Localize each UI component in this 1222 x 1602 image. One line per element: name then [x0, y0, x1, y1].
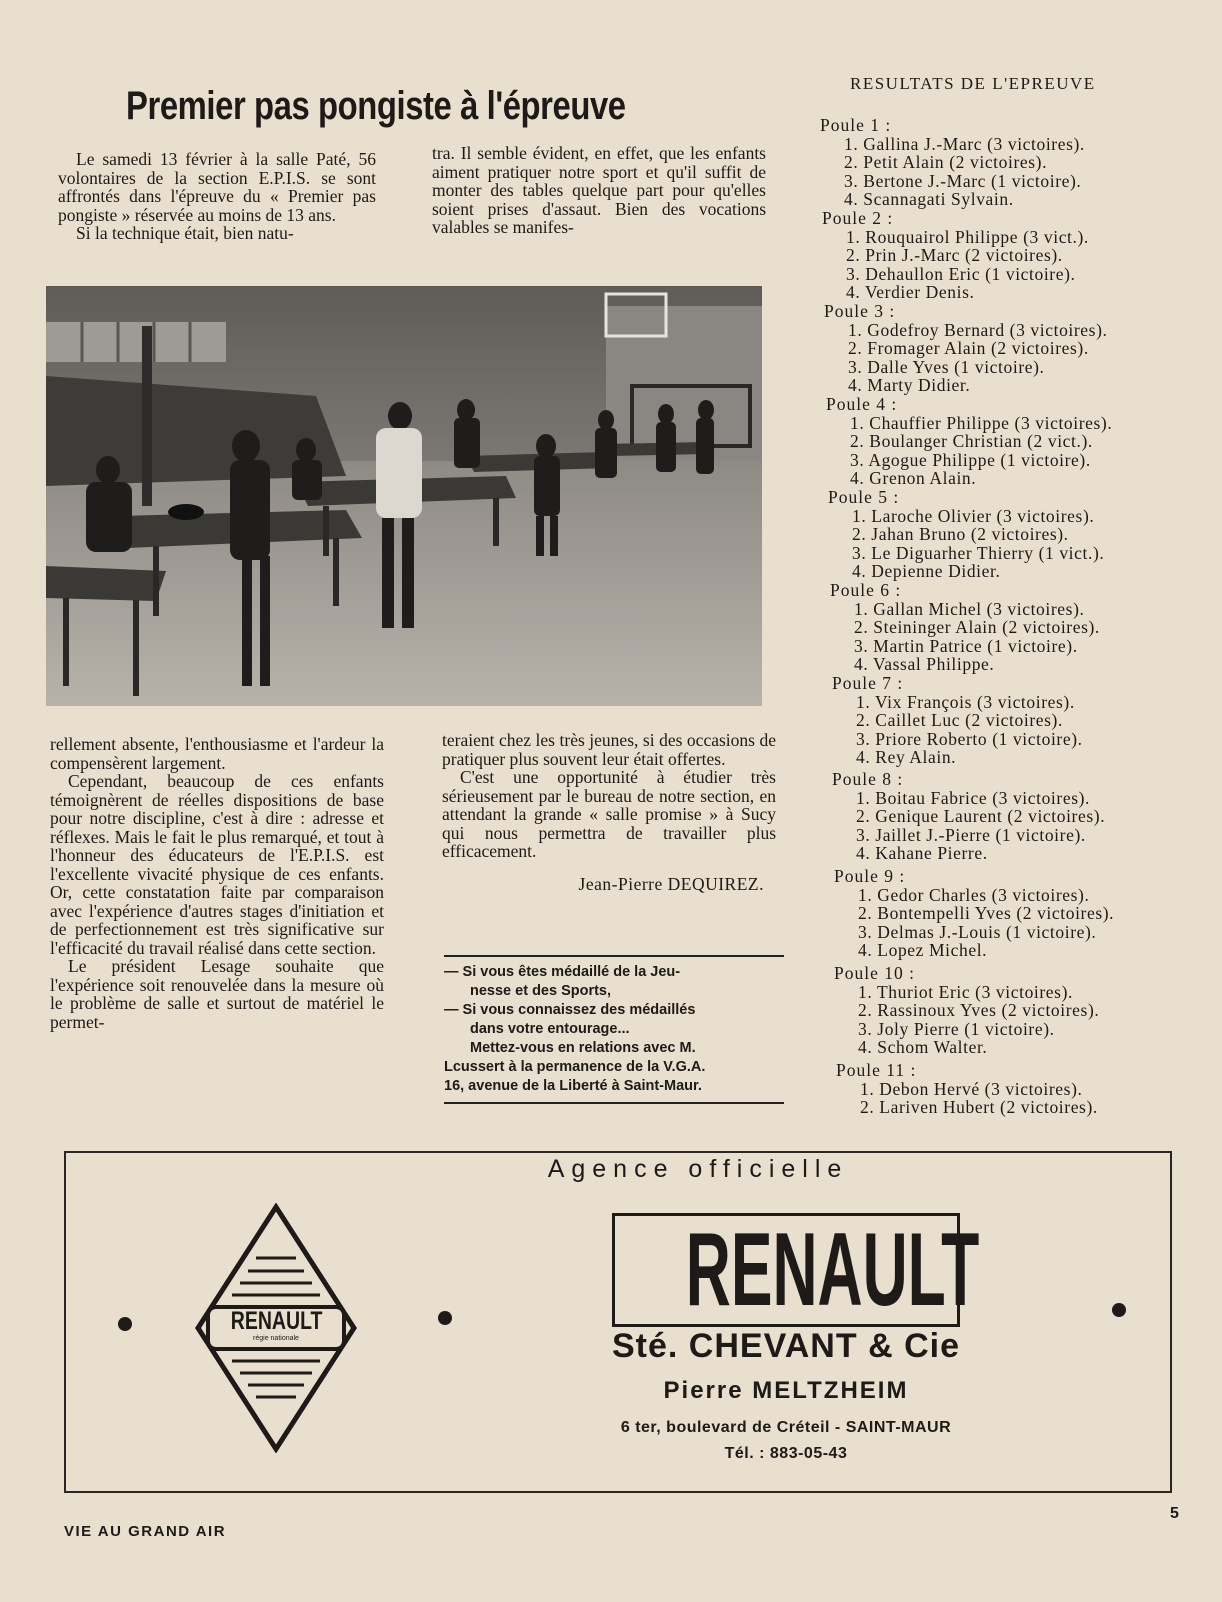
result-entry: 3. Joly Pierre (1 victoire).: [858, 1018, 1055, 1039]
renault-wordmark-box: [612, 1212, 980, 1328]
poule-block: [836, 1061, 1098, 1117]
result-entry: 3. Le Diguarher Thierry (1 vict.).: [852, 542, 1105, 563]
poule-block: [834, 867, 1114, 960]
result-entry: 4. Depienne Didier.: [852, 561, 1001, 582]
logo-subtext: régie nationale: [253, 1335, 299, 1342]
result-entry: 4. Rey Alain.: [856, 747, 957, 768]
owner-name: Pierre MELTZHEIM: [663, 1377, 909, 1404]
result-entry: 4. Verdier Denis.: [846, 282, 975, 303]
poule-label: Poule 9 :: [834, 866, 906, 886]
paragraph: Cependant, beaucoup de ces enfants témoignèrent de réelles dispositions de base pour notre discipline, c'est à dire : adresse et réflexes. Mais le fait le plus remarqué, et tout à l'honneur des éducateurs de l'E.P.I.S. est l'excellente vivacité physique de ces enfants. Or, cette constatation faite par comparaison avec l'expérience d'autres stages d'initiation et de perfectionnement est très significative sur l'efficacité du travail réalisé dans cette section.: [50, 771, 384, 958]
ad-tagline: Agence officielle: [547, 1155, 849, 1183]
result-entry: 1. Laroche Olivier (3 victoires).: [852, 505, 1095, 526]
result-entry: 3. Agogue Philippe (1 victoire).: [850, 449, 1091, 470]
result-entry: 1. Godefroy Bernard (3 victoires).: [848, 319, 1108, 340]
poule-label: Poule 6 :: [830, 580, 902, 600]
result-entry: 2. Fromager Alain (2 victoires).: [848, 338, 1089, 359]
publication-name: VIE AU GRAND AIR: [64, 1523, 227, 1540]
result-entry: 1. Vix François (3 victoires).: [856, 691, 1075, 712]
results-heading: RESULTATS DE L'EPREUVE: [850, 74, 1096, 93]
divider: [444, 1102, 784, 1104]
signature: Jean-Pierre DEQUIREZ.: [578, 873, 764, 894]
result-entry: 4. Lopez Michel.: [858, 940, 988, 961]
bullet-dot: [1112, 1303, 1126, 1317]
result-entry: 2. Genique Laurent (2 victoires).: [856, 806, 1106, 827]
poule-label: Poule 5 :: [828, 487, 900, 507]
result-entry: 1. Thuriot Eric (3 victoires).: [858, 981, 1073, 1002]
result-entry: 4. Marty Didier.: [848, 375, 971, 396]
paragraph: rellement absente, l'enthousiasme et l'ardeur la compensèrent largement.: [50, 734, 384, 773]
renault-advertisement: [64, 1151, 1172, 1493]
poule-block: [834, 964, 1099, 1057]
result-entry: 2. Lariven Hubert (2 victoires).: [860, 1097, 1098, 1118]
poule-block: [826, 395, 1112, 488]
poule-block: [828, 488, 1104, 581]
notice-line: — Si vous connaissez des médaillés: [444, 1002, 696, 1018]
poule-block: [832, 674, 1083, 767]
poule-label: Poule 11 :: [836, 1060, 917, 1080]
logo-brand-text: RENAULT: [230, 1307, 323, 1335]
article-col1-top: [58, 150, 376, 243]
result-entry: 1. Rouquairol Philippe (3 vict.).: [846, 226, 1089, 247]
result-entry: 1. Gedor Charles (3 victoires).: [858, 884, 1090, 905]
result-entry: 3. Bertone J.-Marc (1 victoire).: [844, 170, 1082, 191]
bullet-dot: [118, 1317, 132, 1331]
result-entry: 2. Petit Alain (2 victoires).: [844, 152, 1048, 173]
poule-label: Poule 2 :: [822, 208, 894, 228]
result-entry: 2. Caillet Luc (2 victoires).: [856, 710, 1063, 731]
poule-block: [832, 770, 1105, 863]
notice-line: Mettez-vous en relations avec M.: [470, 1040, 696, 1056]
result-entry: 3. Dehaullon Eric (1 victoire).: [846, 263, 1076, 284]
article-title: Premier pas pongiste à l'épreuve: [126, 84, 626, 128]
poule-block: [824, 302, 1108, 395]
result-entry: 3. Delmas J.-Louis (1 victoire).: [858, 921, 1097, 942]
result-entry: 2. Prin J.-Marc (2 victoires).: [846, 245, 1063, 266]
notice-line: nesse et des Sports,: [470, 983, 612, 999]
poule-label: Poule 1 :: [820, 115, 892, 135]
result-entry: 4. Schom Walter.: [858, 1037, 988, 1058]
company-name: Sté. CHEVANT & Cie: [612, 1327, 960, 1365]
result-entry: 2. Boulanger Christian (2 vict.).: [850, 431, 1093, 452]
renault-logo: [194, 1203, 358, 1453]
poule-label: Poule 3 :: [824, 301, 896, 321]
paragraph: tra. Il semble évident, en effet, que les enfants aiment pratiquer notre sport et qu'il suffit de monter des tables quelque part pour qu'elles soient prises d'assaut. Bien des vocations valables se manifes-: [432, 143, 766, 237]
medal-notice: [444, 955, 784, 1104]
ad-address: 6 ter, boulevard de Créteil - SAINT-MAUR: [620, 1419, 952, 1436]
poule-label: Poule 8 :: [832, 769, 904, 789]
article-photo: [46, 286, 762, 706]
result-entry: 1. Gallina J.-Marc (3 victoires).: [844, 133, 1085, 154]
result-entry: 4. Kahane Pierre.: [856, 843, 988, 864]
notice-line: dans votre entourage...: [470, 1021, 630, 1037]
poule-label: Poule 4 :: [826, 394, 898, 414]
result-entry: 2. Steininger Alain (2 victoires).: [854, 617, 1100, 638]
result-entry: 2. Jahan Bruno (2 victoires).: [852, 524, 1069, 545]
result-entry: 1. Gallan Michel (3 victoires).: [854, 598, 1085, 619]
page-number: 5: [1170, 1505, 1179, 1522]
result-entry: 3. Dalle Yves (1 victoire).: [848, 356, 1045, 377]
result-entry: 3. Jaillet J.-Pierre (1 victoire).: [856, 824, 1086, 845]
result-entry: 2. Rassinoux Yves (2 victoires).: [858, 1000, 1100, 1021]
result-entry: 4. Grenon Alain.: [850, 468, 977, 489]
article-col1-bottom: [50, 735, 384, 1031]
result-entry: 1. Chauffier Philippe (3 victoires).: [850, 412, 1113, 433]
poule-block: [822, 209, 1089, 302]
result-entry: 2. Bontempelli Yves (2 victoires).: [858, 903, 1115, 924]
paragraph: Le président Lesage souhaite que l'expérience soit renouvelée dans la mesure où le problème de salle et surtout de matériel le permet-: [50, 956, 384, 1032]
bullet-dot: [438, 1311, 452, 1325]
result-entry: 3. Priore Roberto (1 victoire).: [856, 728, 1083, 749]
renault-wordmark: RENAULT: [685, 1212, 980, 1328]
article-col2-top: [432, 144, 766, 237]
result-entry: 1. Debon Hervé (3 victoires).: [860, 1078, 1083, 1099]
paragraph: C'est une opportunité à étudier très sérieusement par le bureau de notre section, en attendant la grande « salle promise » à Sucy qui nous permettra de travailler plus efficacement.: [442, 767, 776, 861]
article-col2-bottom: [442, 731, 776, 893]
result-entry: 3. Martin Patrice (1 victoire).: [854, 635, 1078, 656]
paragraph: Le samedi 13 février à la salle Paté, 56 volontaires de la section E.P.I.S. se sont affrontés dans l'épreuve du « Premier pas pongiste » réservée au moins de 13 ans.: [58, 149, 376, 225]
ad-phone: Tél. : 883-05-43: [724, 1445, 848, 1462]
paragraph: Si la technique était, bien natu-: [76, 223, 294, 243]
poule-label: Poule 10 :: [834, 963, 915, 983]
notice-line: — Si vous êtes médaillé de la Jeu-: [444, 964, 681, 980]
notice-line: Lcussert à la permanence de la V.G.A.: [444, 1059, 706, 1075]
result-entry: 4. Vassal Philippe.: [854, 654, 995, 675]
notice-line: 16, avenue de la Liberté à Saint-Maur.: [444, 1078, 702, 1094]
poule-block: [830, 581, 1100, 674]
table-tennis-hall-photo: [46, 286, 762, 706]
paragraph: teraient chez les très jeunes, si des occasions de pratiquer plus souvent leur était offertes.: [442, 730, 776, 769]
result-entry: 4. Scannagati Sylvain.: [844, 189, 1014, 210]
poule-block: [820, 116, 1085, 209]
poule-label: Poule 7 :: [832, 673, 904, 693]
result-entry: 1. Boitau Fabrice (3 victoires).: [856, 787, 1091, 808]
